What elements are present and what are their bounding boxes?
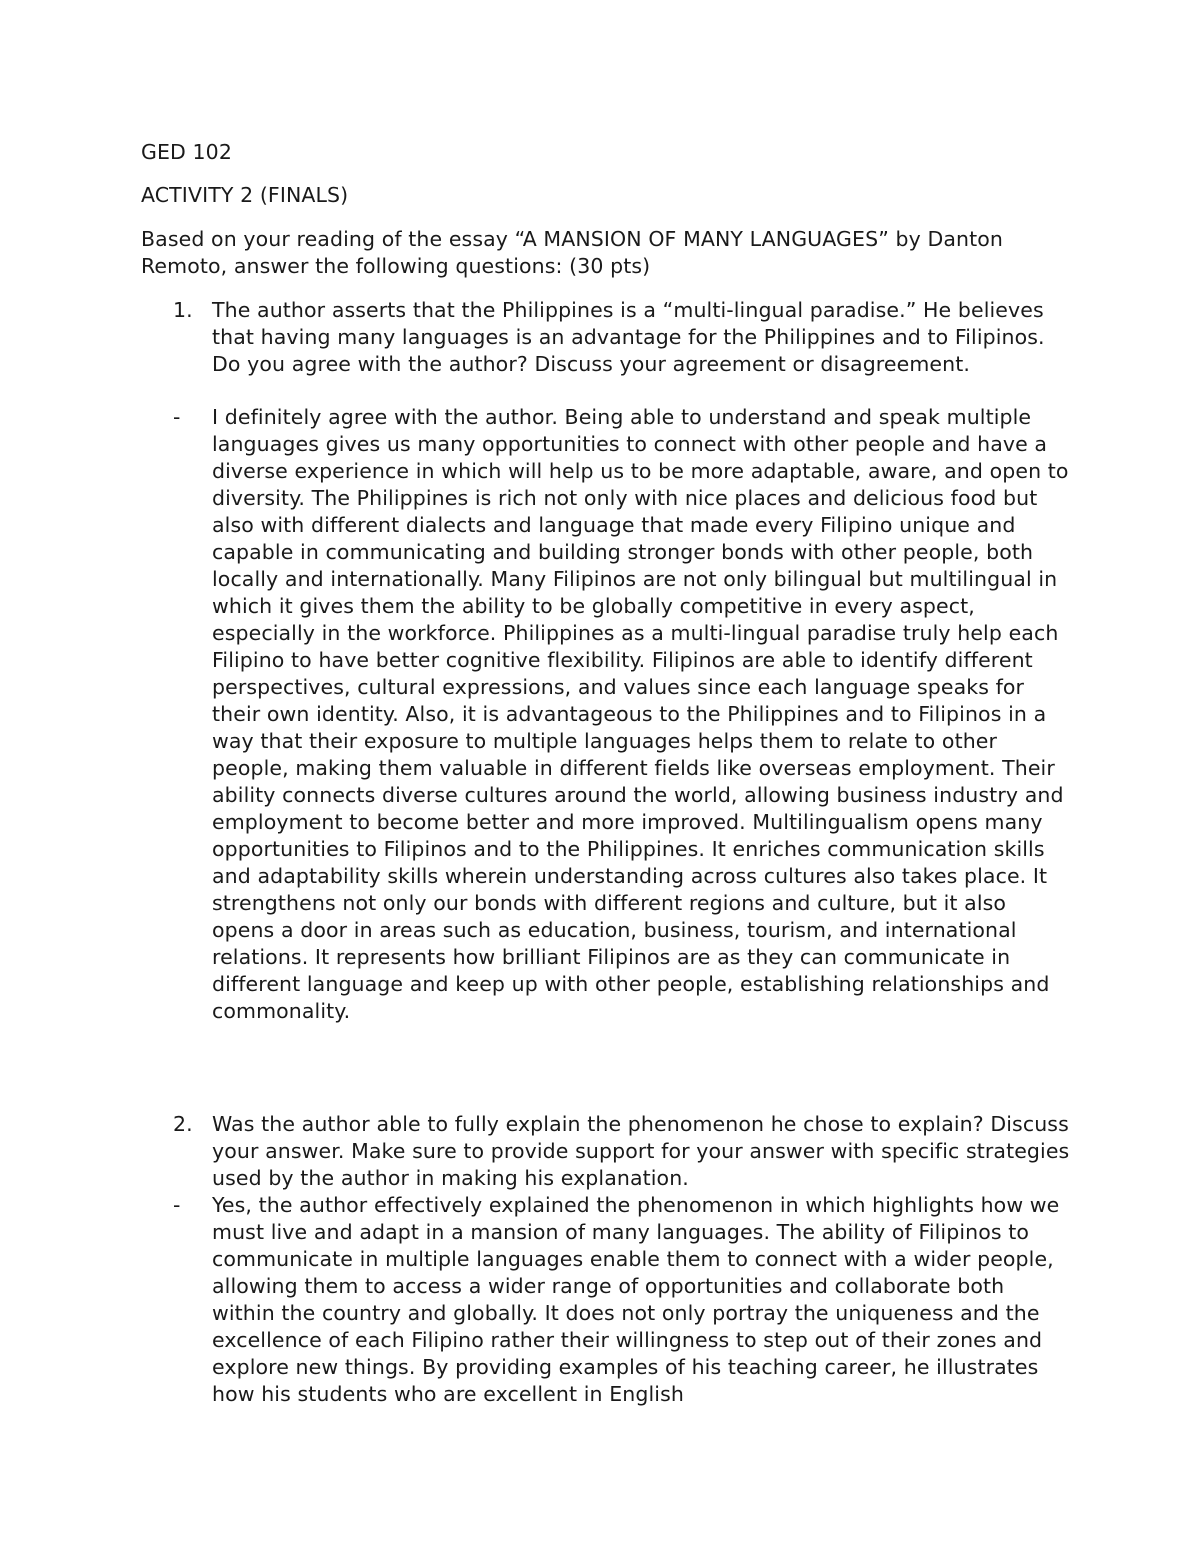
course-code: GED 102 <box>141 140 232 164</box>
answer-1-text: I definitely agree with the author. Being able to understand and speak multiple languages gives us many opportunities to connect with other people and have a diverse experience in which will help us to be more adaptable, aware, and open to diversity. The Philippines is rich not only with nice places and delicious food but also with different dialects and language that made every Filipino unique and capable in communicating and building stronger bonds with other people, both locally and internationally. Many Filipinos are not only bilingual but multilingual in which it gives them the ability to be globally competitive in every aspect, especially in the workforce. Philippines as a multi-lingual paradise truly help each Filipino to have better cognitive flexibility. Filipinos are able to identify different perspectives, cultural expressions, and values since each language speaks for their own identity. Also, it is advantageous to the Philippines and to Filipinos in a way that their exposure to multiple languages helps them to relate to other people, making them valuable in different fields like overseas employment. Their ability connects diverse cultures around the world, allowing business industry and employment to become better and more improved. Multilingualism opens many opportunities to Filipinos and to the Philippines. It enriches communication skills and adaptability skills wherein understanding across cultures also takes place. It strengthens not only our bonds with different regions and culture, but it also opens a door in areas such as education, business, tourism, and international relations. It represents how brilliant Filipinos are as they can communicate in different language and keep up with other people, establishing relationships and commonality. <box>212 405 1069 1023</box>
question-2-text: Was the author able to fully explain the phenomenon he chose to explain? Discuss your answer. Make sure to provide support for your answer with specific strategies used by the author in making his explanation. <box>212 1112 1070 1190</box>
question-1-text: The author asserts that the Philippines is a “multi-lingual paradise.” He believes that having many languages is an advantage for the Philippines and to Filipinos. Do you agree with the author? Discuss your agreement or disagreement. <box>212 298 1045 376</box>
question-2-number: 2. <box>173 1112 193 1136</box>
answer-1-bullet: - <box>173 405 181 429</box>
answer-2-text: Yes, the author effectively explained the phenomenon in which highlights how we must live and adapt in a mansion of many languages. The ability of Filipinos to communicate in multiple languages enable them to connect with a wider people, allowing them to access a wider range of opportunities and collaborate both within the country and globally. It does not only portray the uniqueness and the excellence of each Filipino rather their willingness to step out of their zones and explore new things. By providing examples of his teaching career, he illustrates how his students who are excellent in English <box>212 1193 1060 1406</box>
question-1-number: 1. <box>173 298 193 322</box>
instructions-line-1: Based on your reading of the essay “A MANSION OF MANY LANGUAGES” by Danton <box>141 227 1004 251</box>
instructions-paragraph <box>141 226 1071 280</box>
instructions-line-2: Remoto, answer the following questions: (30 pts) <box>141 254 651 278</box>
activity-title: ACTIVITY 2 (FINALS) <box>141 183 349 207</box>
answer-2-bullet: - <box>173 1193 181 1217</box>
